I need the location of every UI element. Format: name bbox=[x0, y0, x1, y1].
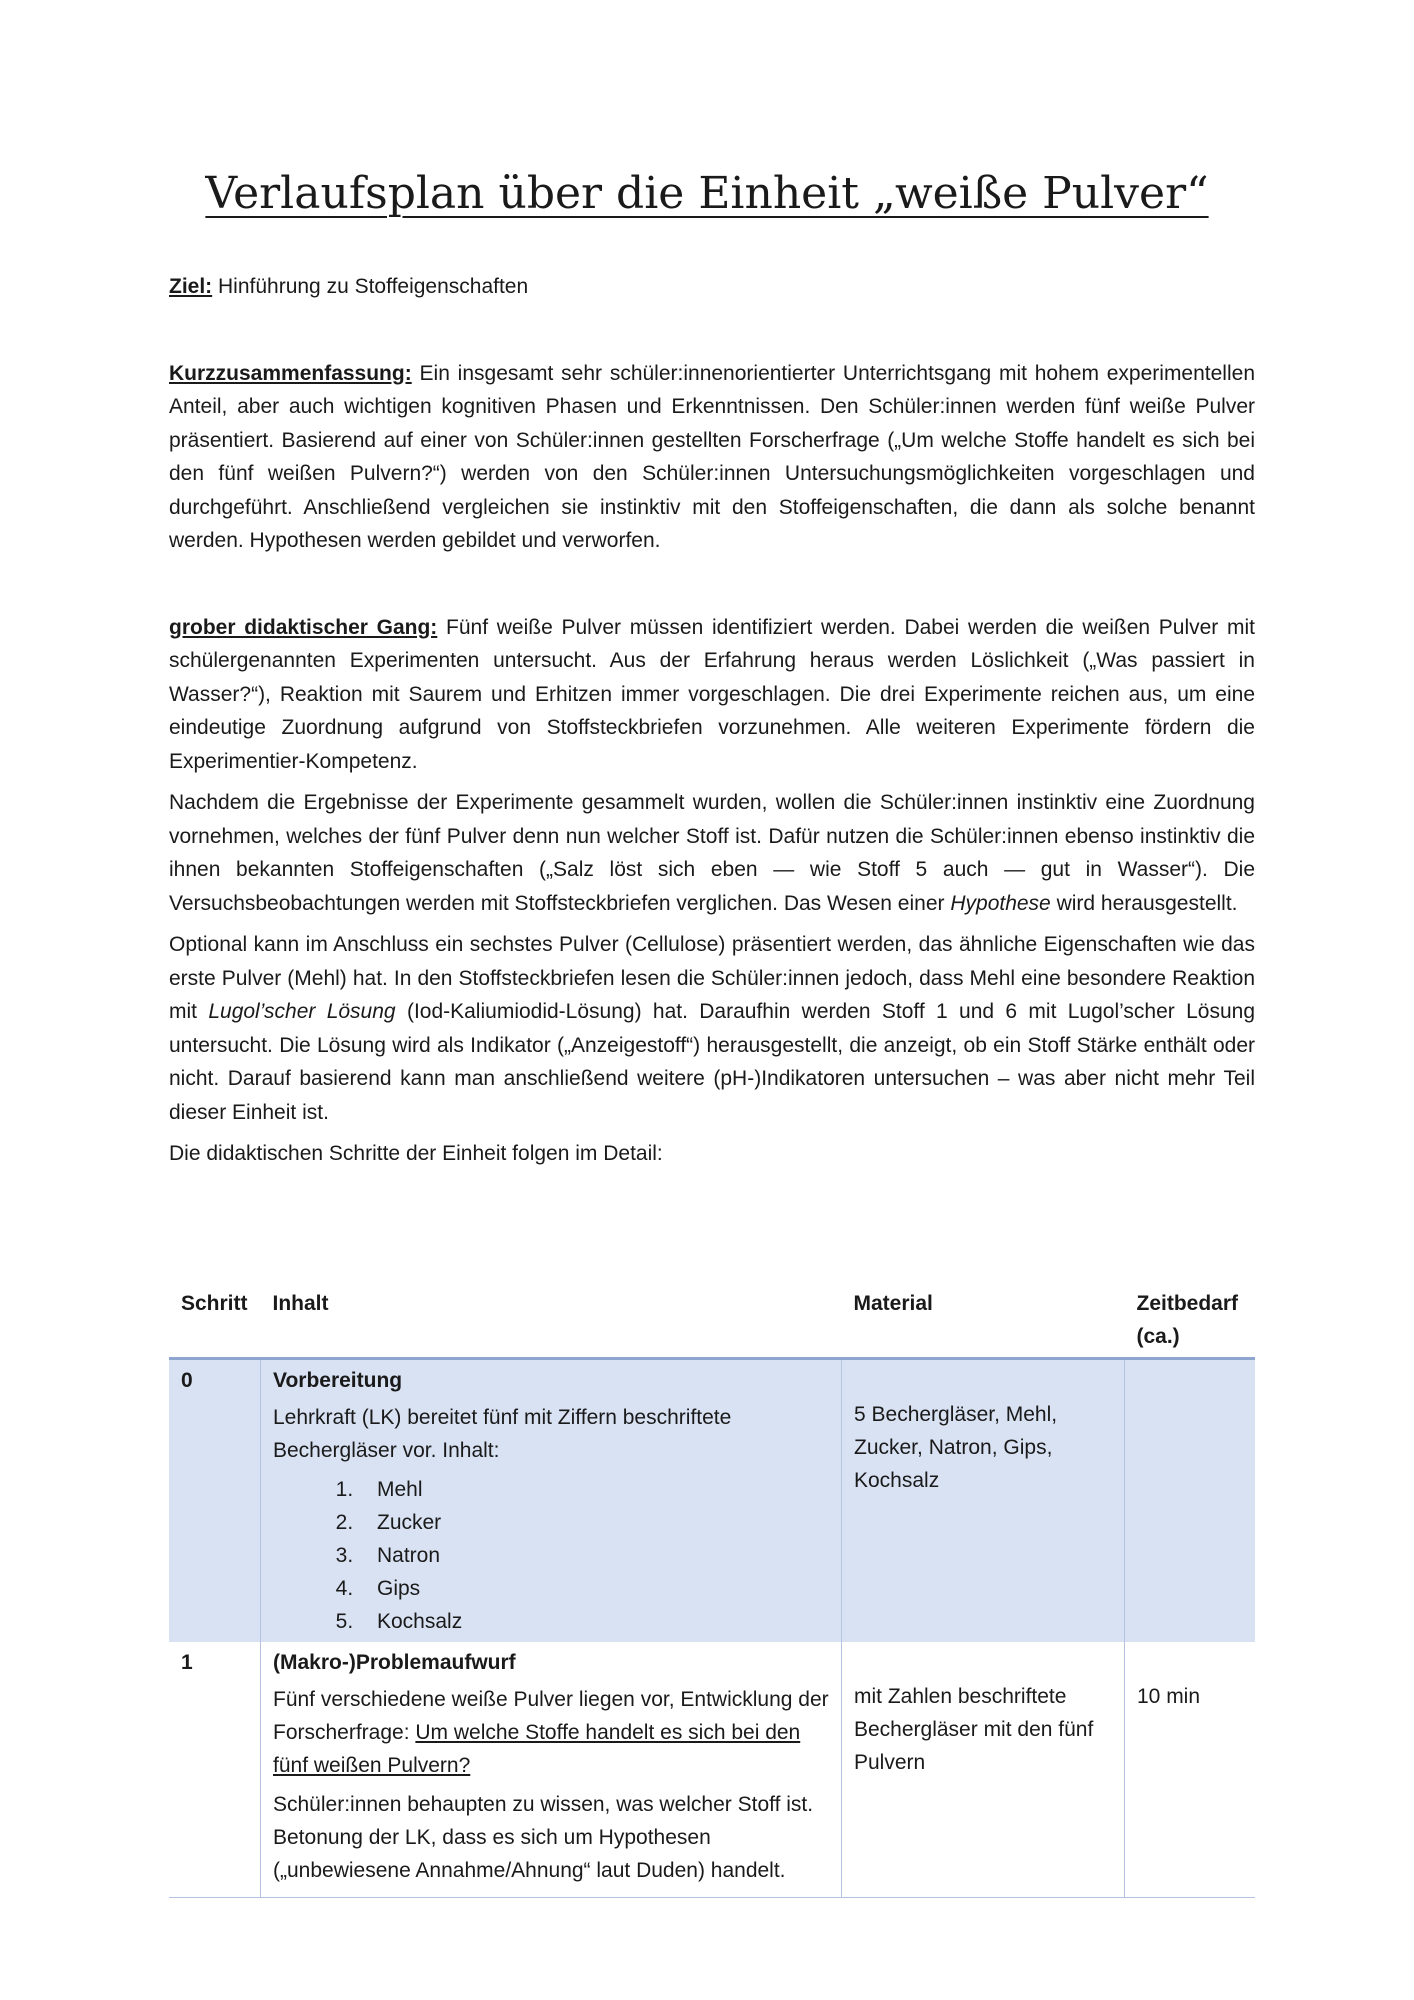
list-item: 5. Kochsalz bbox=[359, 1605, 829, 1638]
table-row bbox=[169, 1642, 1255, 1898]
list-item: 3. Natron bbox=[359, 1539, 829, 1572]
page-title: Verlaufsplan über die Einheit „weiße Pulver“ bbox=[205, 168, 1209, 219]
didactic-text-3b: (Iod-Kaliumiodid-Lösung) hat. Daraufhin werden Stoff 1 und 6 mit Lugol’scher Lösung untersucht. Die Lösung wird als Indikator („Anzeigestoff“) herausgestellt, die anzeigt, ob ein Stoff Stärke enthält oder nicht. Darauf basierend kann man anschließend weitere (pH-)Indikatoren untersuchen – was aber nicht mehr Teil dieser Einheit ist. bbox=[169, 1000, 1256, 1124]
step-material: 5 Bechergläser, Mehl, Zucker, Natron, Gips, Kochsalz bbox=[842, 1358, 1125, 1642]
steps-table bbox=[169, 1279, 1255, 1898]
step-material: mit Zahlen beschriftete Bechergläser mit den fünf Pulvern bbox=[842, 1642, 1125, 1898]
didactic-paragraph-3 bbox=[169, 928, 1255, 1129]
step-text-2: Schüler:innen behaupten zu wissen, was welcher Stoff ist. Betonung der LK, dass es sich um Hypothesen („unbewiesene Annahme/Ahnung“ laut Duden) handelt. bbox=[273, 1792, 814, 1882]
didactic-paragraph-4: Die didaktischen Schritte der Einheit folgen im Detail: bbox=[169, 1142, 663, 1165]
list-item: 4. Gips bbox=[359, 1572, 829, 1605]
hypothesis-term: Hypothese bbox=[950, 891, 1051, 915]
powder-list bbox=[273, 1473, 829, 1638]
didactic-paragraph-2 bbox=[169, 786, 1255, 920]
step-text-a: Fünf verschiedene weiße Pulver liegen vor, Entwicklung der Forscherfrage: bbox=[273, 1687, 829, 1744]
step-time: 10 min bbox=[1125, 1642, 1256, 1898]
summary-text: Ein insgesamt sehr schüler:innenorientierter Unterrichtsgang mit hohem experimentellen Anteil, aber auch wichtigen kognitiven Phasen und Erkenntnissen. Den Schüler:innen werden fünf weiße Pulver präsentiert. Basierend auf einer von Schüler:innen gestellten Forscherfrage („Um welche Stoffe handelt es sich bei den fünf weißen Pulvern?“) werden von den Schüler:innen Untersuchungsmöglichkeiten vorgeschlagen und durchgeführt. Anschließend vergleichen sie instinktiv mit den Stoffeigenschaften, die dann als solche benannt werden. Hypothesen werden gebildet und verworfen. bbox=[169, 361, 1255, 552]
list-item: 2. Zucker bbox=[359, 1506, 829, 1539]
step-heading: (Makro-)Problemaufwurf bbox=[273, 1650, 516, 1674]
didactic-paragraph-1 bbox=[169, 611, 1255, 779]
step-number: 0 bbox=[169, 1358, 261, 1642]
didactic-text-1: Fünf weiße Pulver müssen identifiziert werden. Dabei werden die weißen Pulver mit schülergenannten Experimenten untersucht. Aus der Erfahrung heraus werden Löslichkeit („Was passiert in Wasser?“), Reaktion mit Saurem und Erhitzen immer vorgeschlagen. Die drei Experimente reichen aus, um eine eindeutige Zuordnung aufgrund von Stoffsteckbriefen vorzunehmen. Alle weiteren Experimente fördern die Experimentier-Kompetenz. bbox=[169, 615, 1255, 773]
step-time bbox=[1125, 1358, 1256, 1642]
didactic-text-2b: wird herausgestellt. bbox=[1050, 891, 1238, 915]
step-number: 1 bbox=[169, 1642, 261, 1898]
goal-label: Ziel: bbox=[169, 275, 213, 298]
research-question: Um welche Stoffe handelt es sich bei den fünf weißen Pulvern? bbox=[273, 1720, 801, 1777]
summary-label: Kurzzusammenfassung: bbox=[169, 361, 412, 385]
table-header-row bbox=[169, 1279, 1255, 1359]
list-item: 1. Mehl bbox=[359, 1473, 829, 1506]
goal-text: Hinführung zu Stoffeigenschaften bbox=[212, 275, 529, 298]
lugol-term: Lugol’scher Lösung bbox=[208, 1000, 396, 1023]
header-content: Inhalt bbox=[261, 1279, 842, 1359]
step-content bbox=[261, 1642, 842, 1898]
step-content bbox=[261, 1358, 842, 1642]
didactic-label: grober didaktischer Gang: bbox=[169, 615, 438, 639]
didactic-text-3a: Optional kann im Anschluss ein sechstes Pulver (Cellulose) präsentiert werden, das ähnliche Eigenschaften wie das erste Pulver (Mehl) hat. In den Stoffsteckbriefen lesen die Schüler:innen jedoch, dass Mehl eine besondere Reaktion mit bbox=[169, 933, 1255, 1023]
summary-paragraph bbox=[169, 357, 1255, 558]
step-heading: Vorbereitung bbox=[273, 1368, 403, 1392]
document-body bbox=[169, 270, 1255, 1898]
header-time: Zeitbedarf (ca.) bbox=[1125, 1279, 1256, 1359]
goal-paragraph bbox=[169, 270, 1255, 304]
header-material: Material bbox=[842, 1279, 1125, 1359]
step-text: Lehrkraft (LK) bereitet fünf mit Ziffern beschriftete Bechergläser vor. Inhalt: bbox=[273, 1405, 732, 1462]
step-text bbox=[273, 1683, 829, 1782]
didactic-text-2a: Nachdem die Ergebnisse der Experimente gesammelt wurden, wollen die Schüler:innen instinktiv eine Zuordnung vornehmen, welches der fünf Pulver denn nun welcher Stoff ist. Dafür nutzen die Schüler:innen ebenso instinktiv die ihnen bekannten Stoffeigenschaften („Salz löst sich eben — wie Stoff 5 auch — gut in Wasser“). Die Versuchsbeobachtungen werden mit Stoffsteckbriefen verglichen. Das Wesen einer bbox=[169, 791, 1255, 915]
table-row bbox=[169, 1358, 1255, 1642]
header-step: Schritt bbox=[169, 1279, 261, 1359]
